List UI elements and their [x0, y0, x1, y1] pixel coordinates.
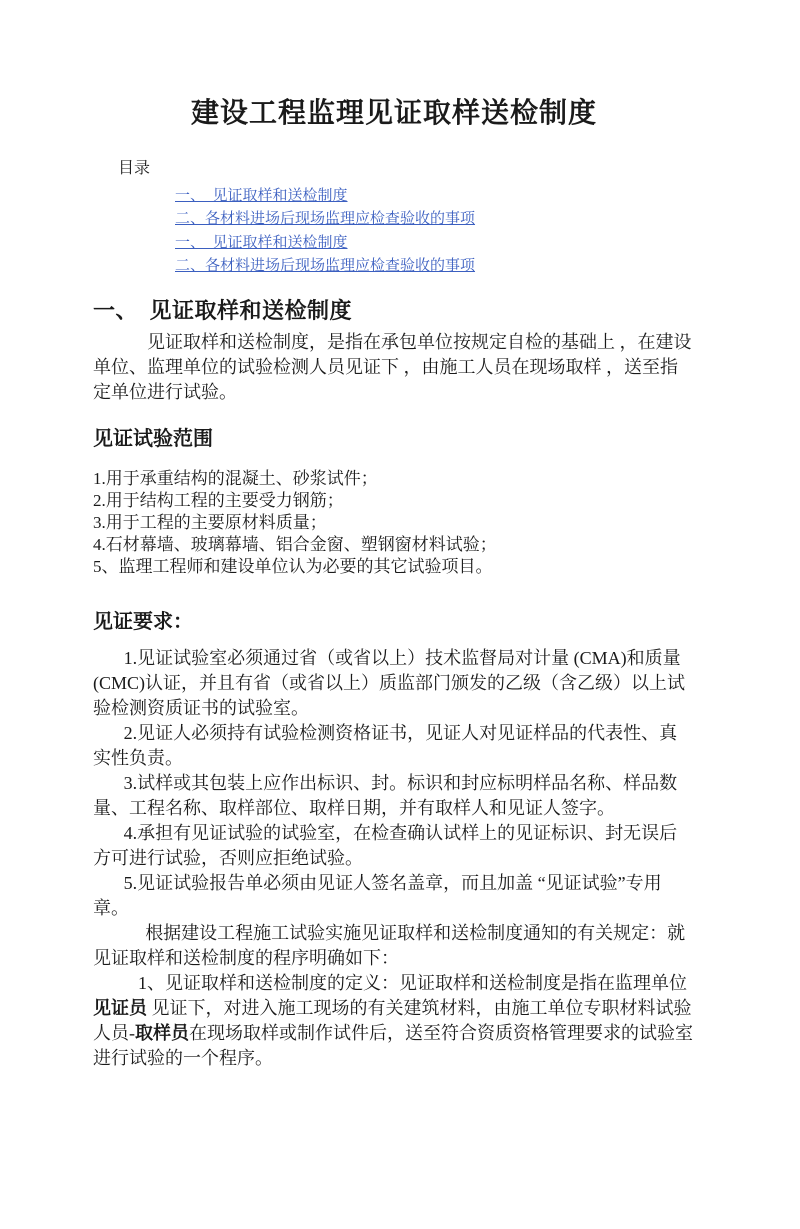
term-sampler: 取样员 — [135, 1022, 189, 1043]
scope-list — [93, 468, 695, 578]
toc-link-2[interactable]: 二、各材料进场后现场监理应检查验收的事项 — [175, 211, 476, 228]
document-page — [0, 97, 800, 1229]
toc-link-4[interactable]: 二、各材料进场后现场监理应检查验收的事项 — [175, 258, 476, 275]
requirement-item: 2.见证人必须持有试验检测资格证书，见证人对见证样品的代表性、真实性负责。 — [93, 722, 678, 768]
requirements-block — [93, 646, 695, 1071]
requirement-item: 3.试样或其包装上应作出标识、封。标识和封应标明样品名称、样品数量、工程名称、取样部位、取样日期，并有取样人和见证人签字。 — [93, 772, 678, 818]
toc-label: 目录 — [118, 160, 151, 177]
page-title: 建设工程监理见证取样送检制度 — [190, 98, 597, 129]
section-heading-requirements: 见证要求： — [93, 610, 193, 633]
requirement-item: 5.见证试验报告单必须由见证人签名盖章，而且加盖 “见证试验”专用章。 — [93, 872, 662, 918]
toc-link-3[interactable]: 一、 见证取样和送检制度 — [175, 234, 348, 251]
section-heading-witness-system: 一、 见证取样和送检制度 — [93, 297, 353, 323]
scope-item: 1.用于承重结构的混凝土、砂浆试件； — [93, 468, 378, 488]
definition-text: 在现场取样或制作试件后，送至符合资质资格管理要求的试验室进行试验的一个程序。 — [93, 1022, 693, 1068]
paragraph-regulation-note: 根据建设工程施工试验实施见证取样和送检制度通知的有关规定：就见证取样和送检制度的程序明确如下： — [93, 922, 686, 968]
scope-item: 2.用于结构工程的主要受力钢筋； — [93, 490, 344, 510]
toc-link-1[interactable]: 一、 见证取样和送检制度 — [175, 188, 348, 204]
paragraph-definition-detail — [93, 971, 695, 1071]
scope-item: 5、监理工程师和建设单位认为必要的其它试验项目。 — [93, 556, 493, 576]
requirement-item: 4.承担有见证试验的试验室，在检查确认试样上的见证标识、封无误后方可进行试验，否则应拒绝试验。 — [93, 822, 678, 868]
table-of-contents — [175, 185, 695, 279]
scope-item: 4.石材幕墙、玻璃幕墙、铝合金窗、塑钢窗材料试验； — [93, 534, 497, 554]
paragraph-system-definition: 见证取样和送检制度，是指在承包单位按规定自检的基础上 ，在建设单位、监理单位的试验检测人员见证下 ，由施工人员在现场取样 ，送至指定单位进行试验。 — [93, 331, 692, 402]
scope-item: 3.用于工程的主要原材料质量； — [93, 512, 327, 532]
section-heading-test-scope: 见证试验范围 — [93, 427, 213, 450]
term-witness-person: 见证员 — [93, 997, 147, 1018]
definition-text: 1、见证取样和送检制度的定义：见证取样和送检制度是指在监理单位 — [138, 972, 687, 993]
requirement-item: 1.见证试验室必须通过省（或省以上）技术监督局对计量 (CMA)和质量(CMC)认证，并且有省（或省以上）质监部门颁发的乙级（含乙级）以上试验检测资质证书的试验室。 — [93, 647, 686, 718]
definition-text: 见证下，对进入施工现场的有关建筑材料，由施工单位专职材料试验人员- — [93, 997, 692, 1043]
